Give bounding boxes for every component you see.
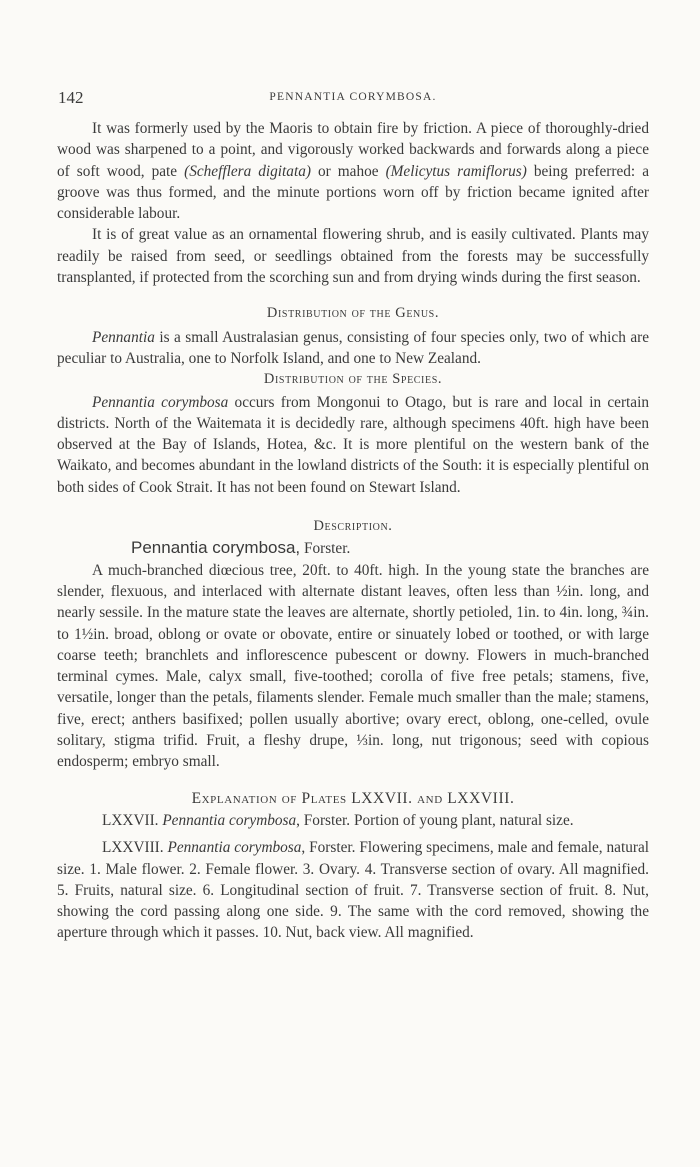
plates-explanation — [57, 810, 649, 944]
paragraph-description: A much-branched diœcious tree, 20ft. to 40ft. high. In the young state the branches are slender, flexuous, and interlaced with alternate distant leaves, often less than ½in. long, and nearly sessile. In the mature state the leaves are alternate, shortly petioled, 1in. to 4in. long, ¾in. to 1½in. broad, oblong or ovate or obovate, entire or sinuately lobed or toothed, or with large coarse teeth; branchlets and inflorescence pubescent or downy. Flowers in much-branched terminal cymes. Male, calyx small, five-toothed; corolla of five free petals; stamens, five, versatile, longer than the petals, filaments slender. Female much smaller than the male; stamens, five, erect; anthers basifixed; pollen usually abortive; ovary erect, oblong, one-celled, ovule solitary, stigma trifid. Fruit, a fleshy drupe, ⅓in. long, nut trigonous; seed with copious endosperm; embryo small. — [57, 561, 649, 771]
species-name: Pennantia corymbosa, — [131, 538, 301, 558]
species-italic: Pennantia corymbosa — [92, 393, 229, 411]
species-title-line — [57, 537, 649, 559]
text-run: or mahoe — [310, 162, 386, 180]
page-number: 142 — [58, 88, 84, 107]
species-italic: (Schefflera digitata) — [184, 162, 311, 180]
paragraph-distribution-species — [57, 392, 649, 498]
running-title: PENNANTIA CORYMBOSA. — [269, 91, 437, 103]
species-italic: Pennantia corymbosa — [167, 839, 302, 857]
text-run: , Forster. Flowering specimens, male and female, natural size. 1. Male flower. 2. Female flower. 3. Ovary. 4. Transverse section of ovary. All magnified. 5. Fruits, natural size. 6. Longitudinal section of fruit. 7. Transverse section of fruit. 8. Nut, showing the cord passing along one side. 9. The same with the cord removed, showing the aperture through which it passes. 10. Nut, back view. All magnified. — [57, 839, 649, 942]
heading-plates: Explanation of Plates LXXVII. and LXXVIII. — [191, 789, 515, 807]
text-run: occurs from Mongonui to Otago, but is rare and local in certain districts. North of the Waitemata it is decidedly rare, although specimens 40ft. high have been observed at the Bay of Islands, Hotea, &c. It is more plentiful on the western bank of the Waikato, and becomes abundant in the lowland districts of the South: it is especially plentiful on both sides of Cook Strait. It has not been found on Stewart Island. — [57, 393, 649, 496]
paragraph-distribution-genus — [57, 327, 649, 370]
species-italic: Pennantia corymbosa — [162, 811, 297, 829]
page-header — [58, 88, 648, 110]
page-body — [57, 118, 649, 944]
heading-description: Description. — [313, 518, 393, 535]
heading-distribution-species: Distribution of the Species. — [263, 371, 443, 388]
text-run: , Forster. Portion of young plant, natural size. — [296, 811, 574, 829]
text-run: It was formerly used by the Maoris to obtain fire by friction. A piece of thoroughly-dried wood was sharpened to a point, and vigorously worked backwards and forwards along a piece of soft wood, pate — [57, 120, 649, 180]
species-authority: Forster. — [300, 540, 351, 558]
intro-paragraph-cultivation: It is of great value as an ornamental flowering shrub, and is easily cultivated. Plants may readily be raised from seed, or seedlings obtained from the forests may be successfully transplanted, if protected from the scorching sun and from drying winds during the first season. — [57, 226, 649, 287]
text-run: is a small Australasian genus, consisting of four species only, two of which are peculiar to Australia, one to Norfolk Island, and one to New Zealand. — [57, 328, 649, 367]
plate-lxxviii — [57, 837, 649, 943]
heading-distribution-genus: Distribution of the Genus. — [266, 305, 440, 322]
text-run: being preferred: a groove was thus formed, and the minute portions worn off by friction became ignited after considerable labour. — [57, 162, 649, 223]
plate-number: LXXVIII. — [102, 839, 168, 857]
plate-number: LXXVII. — [102, 811, 163, 829]
genus-italic: Pennantia — [92, 328, 155, 346]
species-italic: (Melicytus ramiflorus) — [385, 162, 527, 180]
intro-paragraph-fire — [57, 118, 649, 224]
plate-lxxvii — [57, 810, 649, 831]
